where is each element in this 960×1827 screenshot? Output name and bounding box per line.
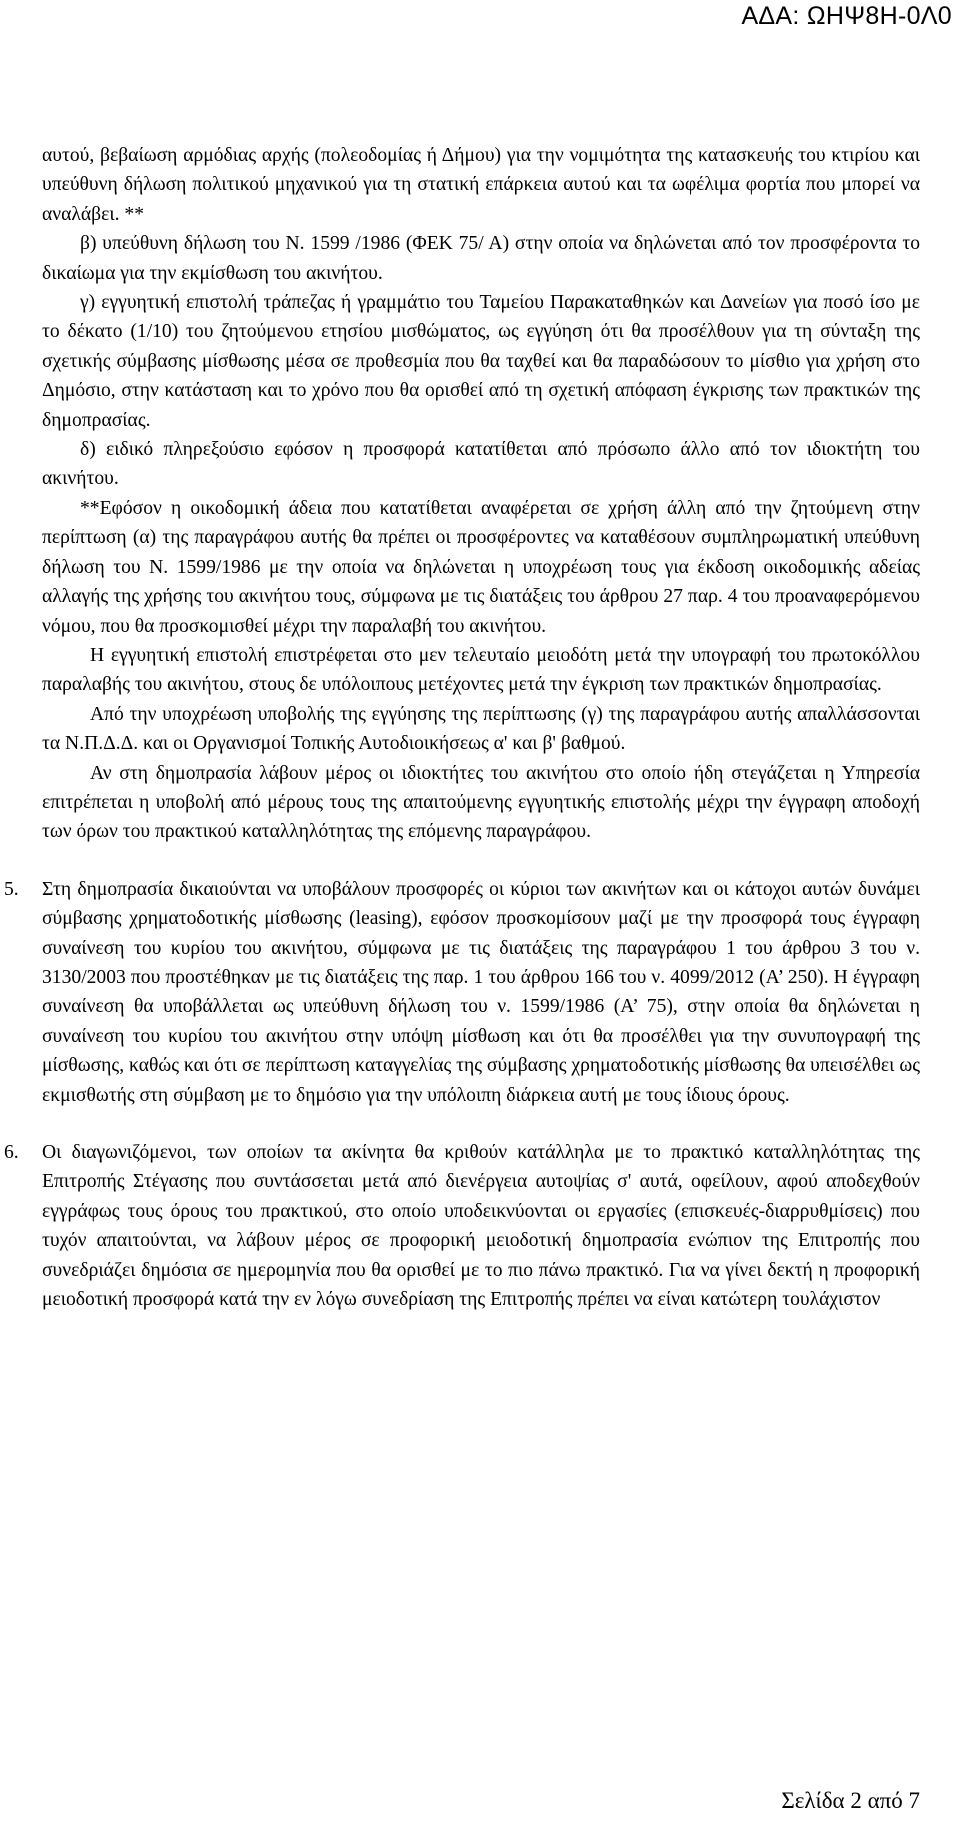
paragraph-note: **Εφόσον η οικοδομική άδεια που κατατίθεται αναφέρεται σε χρήση άλλη από την ζητούμενη στην περίπτωση (α) της παραγράφου αυτής θα πρέπει οι προσφέροντες να καταθέσουν συμπληρωματική υπεύθυνη δήλωση του Ν. 1599/1986 με την οποία να δηλώνεται η υποχρέωση τους για έκδοση οικοδομικής αδείας αλλαγής της χρήσης του ακινήτου τους, σύμφωνα με τις διατάξεις του άρθρου 27 παρ. 4 του προαναφερόμενου νόμου, που θα προσκομισθεί μέχρι την παραλαβή του ακινήτου. [42, 497, 920, 637]
list-item-6 [4, 1138, 920, 1314]
paragraph-intro: αυτού, βεβαίωση αρμόδιας αρχής (πολεοδομίας ή Δήμου) για την νομιμότητα της κατασκευής του κτιρίου και υπεύθυνη δήλωση πολιτικού μηχανικού για τη στατική επάρκεια αυτού και τα ωφέλιμα φορτία που μπορεί να αναλάβει. ** [42, 145, 920, 225]
paragraph-guarantee-return: Η εγγυητική επιστολή επιστρέφεται στο μεν τελευταίο μειοδότη μετά την υπογραφή του πρωτοκόλλου παραλαβής του ακινήτου, στους δε υπόλοιπους μετέχοντες μετά την έγκριση των πρακτικών δημοπρασίας. [42, 644, 920, 696]
list-item-5 [4, 875, 920, 1110]
page-number: Σελίδα 2 από 7 [781, 1788, 920, 1813]
document-body [4, 141, 920, 1314]
list-text-5: Στη δημοπρασία δικαιούνται να υποβάλουν προσφορές οι κύριοι των ακινήτων και οι κάτοχοι αυτών δυνάμει σύμβασης χρηματοδοτικής μίσθωσης (leasing), εφόσον προσκομίσουν μαζί με την προσφορά τους έγγραφη συναίνεση του κυρίου του ακινήτου, σύμφωνα με τις διατάξεις της παραγράφου 1 του άρθρου 3 του ν. 3130/2003 που προστέθηκαν με τις διατάξεις της παρ. 1 του άρθρου 166 του ν. 4099/2012 (Α’ 250). Η έγγραφη συναίνεση θα υποβάλλεται ως υπεύθυνη δήλωση του ν. 1599/1986 (Α’ 75), στην οποία θα δηλώνεται η συναίνεση του κυρίου του ακινήτου στην υπόψη μίσθωση και ότι θα προσέλθει για την συνυπογραφή της μίσθωσης, καθώς και ότι σε περίπτωση καταγγελίας της σύμβασης χρηματοδοτικής μίσθωσης θα υπεισέλθει ως εκμισθωτής στη σύμβαση με το δημόσιο για την υπόλοιπη διάρκεια αυτή με τους ίδιους όρους. [42, 878, 920, 1106]
paragraph-c: γ) εγγυητική επιστολή τράπεζας ή γραμμάτιο του Ταμείου Παρακαταθηκών και Δανείων για ποσό ίσο με το δέκατο (1/10) του ζητούμενου ετησίου μισθώματος, ως εγγύηση ότι θα προσέλθουν για τη σύνταξη της σχετικής σύμβασης μίσθωσης μέσα σε προθεσμία που θα ταχθεί και θα παραδώσουν το μίσθιο για χρήση στο Δημόσιο, στην κατάσταση και το χρόνο που θα ορισθεί από τη σχετική απόφαση έγκρισης των πρακτικών της δημοπρασίας. [42, 292, 920, 431]
list-number-5: 5. [4, 878, 19, 900]
ada-code: ΑΔΑ: ΩΗΨ8Η-0Λ0 [741, 2, 952, 30]
list-text-6: Οι διαγωνιζόμενοι, των οποίων τα ακίνητα θα κριθούν κατάλληλα με το πρακτικό καταλληλότητας της Επιτροπής Στέγασης που συντάσσεται μετά από διενέργεια αυτοψίας σ' αυτά, οφείλουν, αφού αποδεχθούν εγγράφως τους όρους του πρακτικού, στο οποίο υποδεικνύονται οι εργασίες (επισκευές-διαρρυθμίσεις) που τυχόν απαιτούνται, να λάβουν μέρος σε προφορική μειοδοτική δημοπρασία ενώπιον της Επιτροπής που συνεδριάζει δημόσια σε ημερομηνία που θα ορισθεί με το πιο πάνω πρακτικό. Για να γίνει δεκτή η προφορική μειοδοτική προσφορά κατά την εν λόγω συνεδρίαση της Επιτροπής πρέπει να είναι κατώτερη τουλάχιστον [42, 1142, 920, 1311]
paragraph-exemption: Από την υποχρέωση υποβολής της εγγύησης της περίπτωσης (γ) της παραγράφου αυτής απαλλάσσονται τα Ν.Π.Δ.Δ. και οι Οργανισμοί Τοπικής Αυτοδιοικήσεως α' και β' βαθμού. [42, 703, 920, 755]
paragraph-owners: Αν στη δημοπρασία λάβουν μέρος οι ιδιοκτήτες του ακινήτου στο οποίο ήδη στεγάζεται η Υπηρεσία επιτρέπεται η υποβολή από μέρους τους της απαιτούμενης εγγυητικής επιστολής μέχρι την έγγραφη αποδοχή των όρων του πρακτικού καταλληλότητας της επόμενης παραγράφου. [42, 762, 920, 843]
paragraph-d: δ) ειδικό πληρεξούσιο εφόσον η προσφορά κατατίθεται από πρόσωπο άλλο από τον ιδιοκτήτη του ακινήτου. [42, 439, 920, 490]
list-number-6: 6. [4, 1142, 19, 1163]
paragraph-b: β) υπεύθυνη δήλωση του Ν. 1599 /1986 (ΦΕΚ 75/ Α) στην οποία να δηλώνεται από τον προσφέροντα το δικαίωμα για την εκμίσθωση του ακινήτου. [42, 233, 920, 284]
